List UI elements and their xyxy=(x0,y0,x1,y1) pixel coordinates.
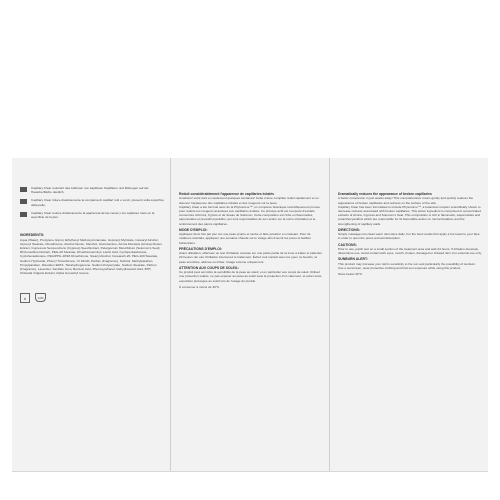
english-sunburn-heading: SUNBURN ALERT: xyxy=(338,257,368,262)
claim-text-de: Capillary Clear reduziert das Auftreten von kapillaren Kapillaren und Rötungen auf der Hautoberfläche deutlich. xyxy=(31,186,149,195)
french-intro: Améliorez votre teint en seulement quelques semaines! Cette crème complète réduit rapidement et en douceur l'apparence des capillaires éclatés et des rougeurs sur la peau. xyxy=(179,196,319,205)
english-sunburn: This product may increase your skin's sensitivity to the sun and particularly the possibility of sunburn. Use a sunscreen, wear protective clothing and limit sun exposure while using this product. xyxy=(338,261,476,271)
recycle-icon: ♻ xyxy=(20,293,30,303)
french-body: Capillary Clear a été formulé avec de la Phytosome™, un complexe botanique scientifiquement prouvé pour réduire les rougeurs associées aux capillaires éclatés. Ce principe actif est composé d'extraits concentrés d'Arnica, Cyprès et de Sceau de Salomon. Cette composition est riche en flavonoïdes, saponosides et proanthocyanidins, qui sont responsables de son action sur la micro-circulation et le renforcement des parois capillaires. xyxy=(179,204,320,226)
bottom-edge xyxy=(12,471,488,472)
claim-row-de xyxy=(20,186,164,194)
french-cautions-heading: PRÉCAUTIONS D'EMPLOI: xyxy=(179,246,223,251)
french-directions-heading: MODE D'EMPLOI: xyxy=(179,227,208,232)
french-sunburn-heading: ATTENTION AUX COUPS DE SOLEIL: xyxy=(179,265,240,270)
french-sunburn: Ce produit peut accroître la sensibilité de la peau au soleil, et en particulier aux coups de soleil. Utilisez une protection solaire, ne pas exposer au peau au soleil sans la protection d'un vêtement, et éviter toute exposition prolongée au soleil lors de l'usage du produit. xyxy=(179,270,322,283)
english-body: Capillary Clear has been formulated to include Phytosome™, a botanical complex scientifically shown to decrease redness associated with broken capillaries. This active ingredient is comprised of concentrated extracts of Arnica, Cypress and Solomon's Seal. This composition is rich in flavonoids, saponosides and proanthocyanidins which are responsible for its favourable action on microcirculation and the strengthening of capillary walls. xyxy=(338,204,481,226)
panel-ingredients xyxy=(12,158,170,472)
ingredients-list: Aqua (Water), Propylene Glycol, Ethylhexyl Methoxycinnamate, Isopropyl Myristate, Cetearyl Alcohol, Glyceryl Stearate, Dimethicone, Alcohol Denat., Menthol, Glucosamine, Arnica Montana (Arnica) Flower Extract, Cupressus Sempervirens (Cypress) Seed Extract, Pelargonium Muscifolium (Solomon's Seal) Rhizome/Root Extract, PEG-20 Stearate, Dimethicone/vinyl, Lactic Acid, Cyclopentasiloxane, Cyclohexasiloxane, PEG/PPG-18/18 Dimethicone, Stearyl Alcohol, Ceteareth-20, PEG-100 Stearate, Sodium Hydroxide, Phenyl Trimethicone, CI 19140, Parfum (Fragrance), Sorbitol, Methylparaben, Propylparaben, Disodium EDTA, Tetrahydrogenone, Sodium Polyacrylate, Sodium Stearate, Parfum (Fragrance), Lavender, Xanthan Gum, Benzoic Acid, Phenoxyethanol, Dehydroacetic Acid, BHT, Chlorella Vulgaris Extract, Alpha Isomethyl Ionone. xyxy=(20,237,162,276)
panel-english xyxy=(330,158,488,472)
claim-row-it xyxy=(20,198,164,206)
english-cautions-heading: CAUTIONS: xyxy=(338,242,357,247)
german-flag-icon xyxy=(20,187,27,192)
claim-row-es xyxy=(20,211,164,219)
english-title: Dramatically reduces the appearance of broken capillaries xyxy=(338,192,432,196)
claim-text-it: Capillary Clear riduce drasticamente la comparsa di capillari rotti e venzi, presenti sulla superficie della pelle. xyxy=(31,198,164,207)
english-storage: Store below 30°C. xyxy=(338,272,363,277)
french-title: Reduit considérablement l'apparence de capillaries éclatés xyxy=(179,192,275,196)
packaging-dieline xyxy=(12,158,488,472)
claim-text-es: Capillary Clear reduce drásticamente la apariencia de las venas y los capilares rotos en la superficie de la piel. xyxy=(31,210,155,220)
italian-flag-icon xyxy=(20,199,27,204)
english-directions: Simply massage into clean warm skin twice daily. For the best results first apply a hot towel to your face in order to open the pores and aid absorption. xyxy=(338,232,480,241)
french-storage: À conserver à moins de 30°C. xyxy=(179,284,221,289)
ingredients-heading: INGREDIENTS: xyxy=(20,233,45,238)
english-cautions: Prior to use, patch test on a small section of the treatment area and wait 24 hours. If irritation develops, discontinue use. Avoid contact with eyes, mouth, broken, damaged or irritated skin. For external use only. xyxy=(338,247,482,256)
french-cautions: Avant utilisation, effectuez un test d'irritation cutanée sur une petite partie de la zone à traiter et patienter 24 heures. En cas d'irritation intervenez le traitement. Évitez tout contact avec les yeux, la bouche, la peau écorchée, abîmée ou irritée. Usage externe uniquement. xyxy=(179,251,323,264)
english-intro: A better complexion in just weeks away! This comprehensive cream gently and quickly reduces the appearance of broken capillaries and redness on the surface of the skin. xyxy=(338,196,474,205)
packaging-symbols xyxy=(20,293,164,303)
french-directions: Appliquez deux fois par jour sur une peau propre et sèche et faire pénétrer en massant. Pour de meilleurs résultats, appliquez une semaine chaude sur le visage afin d'ouvrir les pores et faciliter l'absorption. xyxy=(179,232,311,245)
english-directions-heading: DIRECTIONS: xyxy=(338,227,361,232)
spanish-flag-icon xyxy=(20,212,27,217)
panel-french xyxy=(171,158,329,472)
period-after-opening-icon: 12M xyxy=(35,293,46,302)
